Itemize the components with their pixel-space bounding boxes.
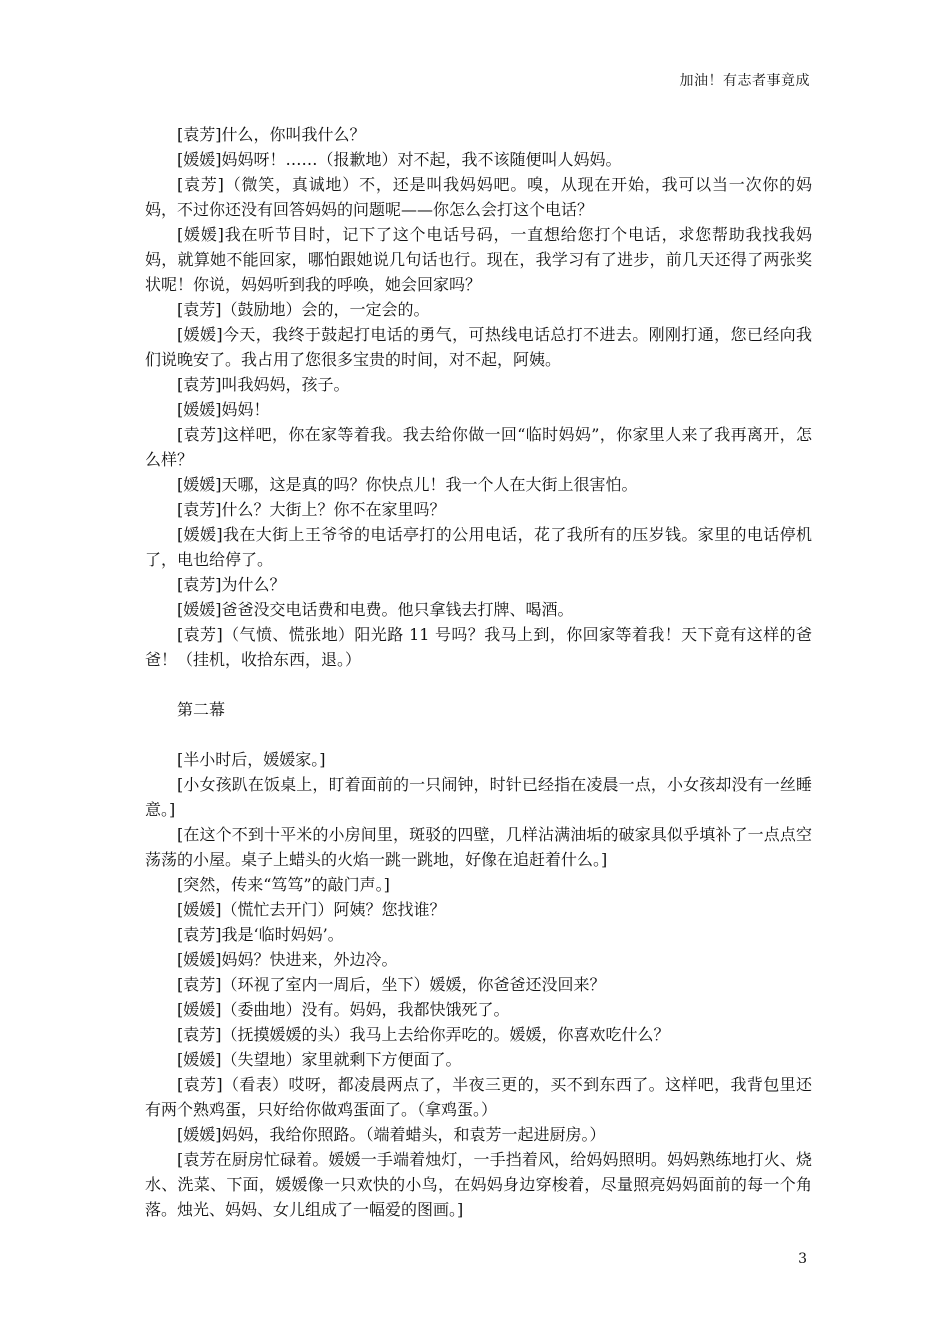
stage-direction: [袁芳在厨房忙碌着。媛媛一手端着烛灯，一手挡着风，给妈妈照明。妈妈熟练地打火、烧水、洗菜、下面，媛媛像一只欢快的小鸟，在妈妈身边穿梭着，尽量照亮妈妈面前的每一个角落。烛光、妈妈、女儿组成了一幅爱的图画。] (145, 1150, 812, 1219)
dialogue-line: [袁芳]（微笑，真诚地）不，还是叫我妈妈吧。嗅，从现在开始，我可以当一次你的妈妈，不过你还没有回答妈妈的问题呢——你怎么会打这个电话？ (145, 175, 812, 219)
dialogue-line: [袁芳]（看表）哎呀，都凌晨两点了，半夜三更的，买不到东西了。这样吧，我背包里还有两个熟鸡蛋，只好给你做鸡蛋面了。（拿鸡蛋。） (145, 1075, 812, 1119)
dialogue-line: [袁芳]叫我妈妈，孩子。 (177, 375, 350, 394)
dialogue-line: [媛媛]妈妈，我给你照路。（端着蜡头，和袁芳一起进厨房。） (177, 1125, 606, 1144)
dialogue-line: [媛媛]（委曲地）没有。妈妈，我都快饿死了。 (177, 1000, 510, 1019)
dialogue-line: [媛媛]我在大街上王爷爷的电话亭打的公用电话，花了我所有的压岁钱。家里的电话停机了，电也给停了。 (145, 525, 812, 569)
dialogue-line: [媛媛]爸爸没交电话费和电费。他只拿钱去打牌、喝酒。 (177, 600, 574, 619)
dialogue-line: [媛媛]（慌忙去开门）阿姨？您找谁？ (177, 900, 446, 919)
dialogue-line: [袁芳]（抚摸媛媛的头）我马上去给你弄吃的。媛媛，你喜欢吃什么？ (177, 1025, 670, 1044)
dialogue-line: [袁芳]（鼓励地）会的，一定会的。 (177, 300, 430, 319)
stage-direction: [小女孩趴在饭桌上，盯着面前的一只闹钟，时针已经指在凌晨一点，小女孩却没有一丝睡意。] (145, 775, 812, 819)
dialogue-line: [媛媛]天哪，这是真的吗？你快点儿！我一个人在大街上很害怕。 (177, 475, 638, 494)
dialogue-line: [袁芳]什么，你叫我什么？ (177, 125, 366, 144)
stage-direction: [在这个不到十平米的小房间里，斑驳的四壁，几样沾满油垢的破家具似乎填补了一点点空荡荡的小屋。桌子上蜡头的火焰一跳一跳地，好像在追赶着什么。] (145, 825, 812, 869)
act-heading: 第二幕 (177, 700, 226, 719)
dialogue-line: [媛媛]妈妈！ (177, 400, 270, 419)
page-number: 3 (798, 1251, 807, 1267)
dialogue-line: [媛媛]（失望地）家里就剩下方便面了。 (177, 1050, 462, 1069)
stage-direction: [半小时后，媛媛家。] (177, 750, 326, 769)
dialogue-line: [袁芳]这样吧，你在家等着我。我去给你做一回“临时妈妈”，你家里人来了我再离开，怎么样？ (145, 425, 812, 469)
dialogue-line: [媛媛]我在听节目时，记下了这个电话号码，一直想给您打个电话，求您帮助我找我妈妈，就算她不能回家，哪怕跟她说几句话也行。现在，我学习有了进步，前几天还得了两张奖状呢！你说，妈妈听到我的呼唤，她会回家吗？ (145, 225, 812, 294)
dialogue-line: [媛媛]今天，我终于鼓起打电话的勇气，可热线电话总打不进去。刚刚打通，您已经向我们说晚安了。我占用了您很多宝贵的时间，对不起，阿姨。 (145, 325, 812, 369)
dialogue-line: [袁芳]什么？大街上？你不在家里吗？ (177, 500, 446, 519)
stage-direction: [突然，传来“笃笃”的敲门声。] (177, 875, 390, 894)
page-header: 加油！有志者事竟成 (679, 73, 810, 89)
dialogue-line: [袁芳]（气愤、慌张地）阳光路 11 号吗？我马上到，你回家等着我！天下竟有这样的爸爸！（挂机，收拾东西，退。） (145, 625, 812, 669)
dialogue-line: [媛媛]妈妈呀！……（报歉地）对不起，我不该随便叫人妈妈。 (177, 150, 622, 169)
dialogue-line: [袁芳]为什么？ (177, 575, 286, 594)
dialogue-line: [媛媛]妈妈？快进来，外边冷。 (177, 950, 398, 969)
dialogue-line: [袁芳]我是‘临时妈妈’。 (177, 925, 344, 944)
script-body (145, 122, 812, 1222)
dialogue-line: [袁芳]（环视了室内一周后，坐下）媛媛，你爸爸还没回来？ (177, 975, 606, 994)
